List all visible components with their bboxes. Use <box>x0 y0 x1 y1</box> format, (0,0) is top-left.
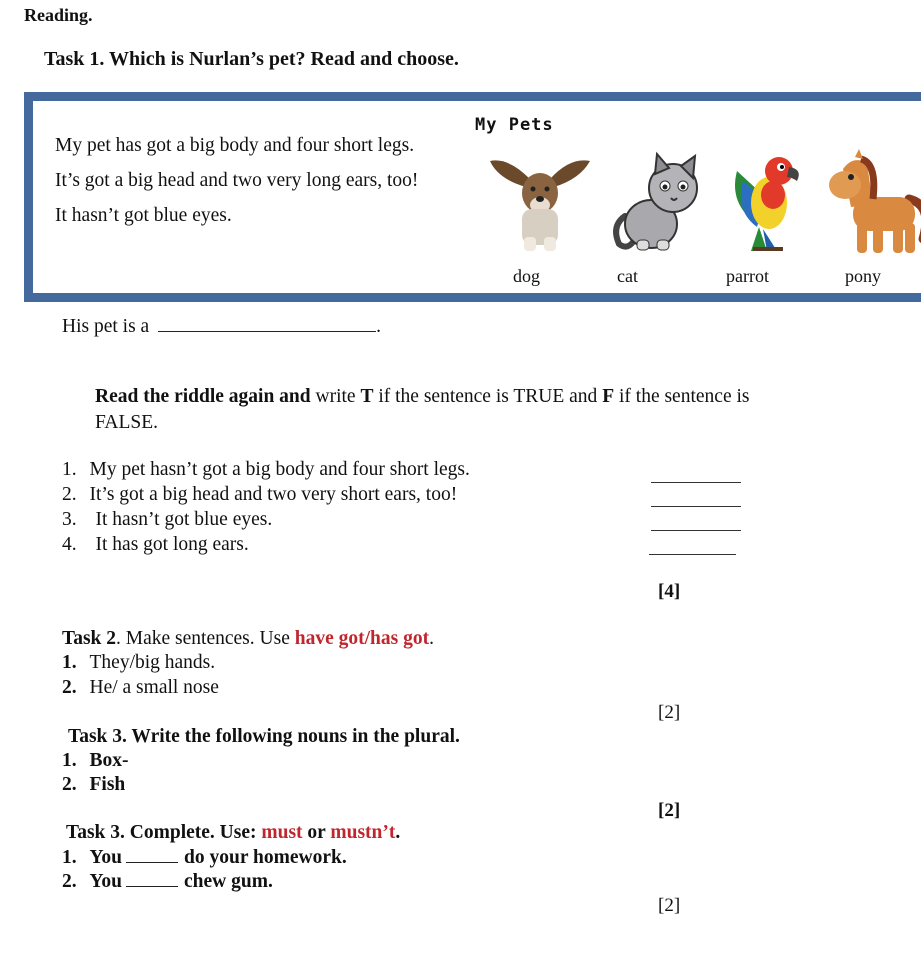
cat-icon <box>603 146 713 262</box>
task2-item-2 <box>62 677 219 699</box>
tf-instructions <box>95 386 749 408</box>
tf-item-text: My pet hasn’t got a big body and four short legs. <box>89 459 470 480</box>
tf-item-text: It hasn’t got blue eyes. <box>95 509 273 530</box>
pet-answer-blank[interactable] <box>158 331 376 332</box>
task2-title <box>62 628 434 650</box>
section-title: Reading. <box>24 5 93 25</box>
tf-item-text: It’s got a big head and two very short ears, too! <box>89 484 458 505</box>
tf-answer-line-2[interactable] <box>651 506 741 507</box>
task3b-title <box>66 822 400 844</box>
tf-instr-bold: Read the riddle again and <box>95 386 311 407</box>
tf-item-num: 2. <box>62 484 77 505</box>
task2-title-text: . Make sentences. Use <box>116 628 295 649</box>
task3b-item-after: do your homework. <box>184 847 347 868</box>
pets-box <box>24 92 921 302</box>
task3b-blank-2[interactable] <box>126 886 178 887</box>
task3b-title-end: . <box>395 822 401 843</box>
task2-title-number: 2 <box>101 628 117 649</box>
task3a-item-num: 2. <box>62 774 77 795</box>
task2-item-1 <box>62 652 215 674</box>
riddle-line-3: It hasn’t got blue eyes. <box>55 205 232 226</box>
pet-answer-prefix: His pet is a <box>62 316 150 337</box>
pet-label-parrot: parrot <box>726 266 769 286</box>
task1-title: Task 1. Which is Nurlan’s pet? Read and choose. <box>44 48 459 70</box>
tf-instr-line2: FALSE. <box>95 412 159 433</box>
tf-answer-line-1[interactable] <box>651 482 741 483</box>
pet-label-pony: pony <box>845 266 881 286</box>
task3a-title: Task 3. Write the following nouns in the plural. <box>68 726 460 747</box>
pony-icon <box>823 149 921 265</box>
tf-item-text: It has got long ears. <box>95 534 249 555</box>
tf-item-num: 3. <box>62 509 77 530</box>
task2-item-text: He/ a small nose <box>89 677 219 698</box>
tf-answer-line-3[interactable] <box>651 530 741 531</box>
task3a-item-text: Box- <box>89 750 129 771</box>
task3b-item-1 <box>62 847 347 869</box>
tf-answer-line-4[interactable] <box>649 554 736 555</box>
tf-instr-mid: write <box>310 386 361 407</box>
task3a-item-2 <box>62 774 125 796</box>
task3a-item-num: 1. <box>62 750 77 771</box>
task3b-title-must: must <box>261 822 303 843</box>
tf-instr-end: if the sentence is <box>614 386 750 407</box>
pet-label-cat: cat <box>617 266 638 286</box>
task3b-title-mustnt: mustn’t <box>330 822 396 843</box>
riddle-line-2: It’s got a big head and two very long ears, too! <box>55 170 419 191</box>
parrot-icon <box>723 151 813 262</box>
pet-answer-row <box>62 316 381 338</box>
tf-instr-f: F <box>602 386 615 407</box>
task2-title-bold: Task <box>62 628 102 649</box>
riddle-line-1: My pet has got a big body and four short legs. <box>55 135 415 156</box>
task3b-item-after: chew gum. <box>184 871 273 892</box>
tf-item-4 <box>62 534 249 556</box>
tf-instr-mid2: if the sentence is TRUE and <box>373 386 603 407</box>
pet-answer-suffix: . <box>376 316 381 337</box>
tf-item-num: 4. <box>62 534 77 555</box>
task3b-item-before: You <box>89 847 123 868</box>
task3b-item-before: You <box>89 871 123 892</box>
task3a-score: [2] <box>658 800 681 821</box>
task3a-item-1 <box>62 750 129 772</box>
task2-title-highlight: have got/has got <box>294 628 430 649</box>
tf-instr-t: T <box>360 386 374 407</box>
dog-icon <box>488 149 593 260</box>
task3b-title-text: Task 3. Complete. Use: <box>66 822 262 843</box>
task3b-score: [2] <box>658 895 681 916</box>
task3b-item-2 <box>62 871 273 893</box>
pets-title: My Pets <box>475 115 554 135</box>
tf-item-3 <box>62 509 272 531</box>
task2-item-num: 1. <box>62 652 77 673</box>
task3b-item-num: 2. <box>62 871 77 892</box>
task2-title-end: . <box>429 628 434 649</box>
pet-label-dog: dog <box>513 266 540 286</box>
task2-score: [2] <box>658 702 681 723</box>
task3a-item-text: Fish <box>89 774 126 795</box>
task2-item-text: They/big hands. <box>89 652 216 673</box>
tf-score: [4] <box>658 581 681 602</box>
task3b-item-num: 1. <box>62 847 77 868</box>
task3b-blank-1[interactable] <box>126 862 178 863</box>
tf-item-2 <box>62 484 457 506</box>
tf-item-num: 1. <box>62 459 77 480</box>
task3b-title-or: or <box>302 822 331 843</box>
tf-item-1 <box>62 459 470 481</box>
task2-item-num: 2. <box>62 677 77 698</box>
